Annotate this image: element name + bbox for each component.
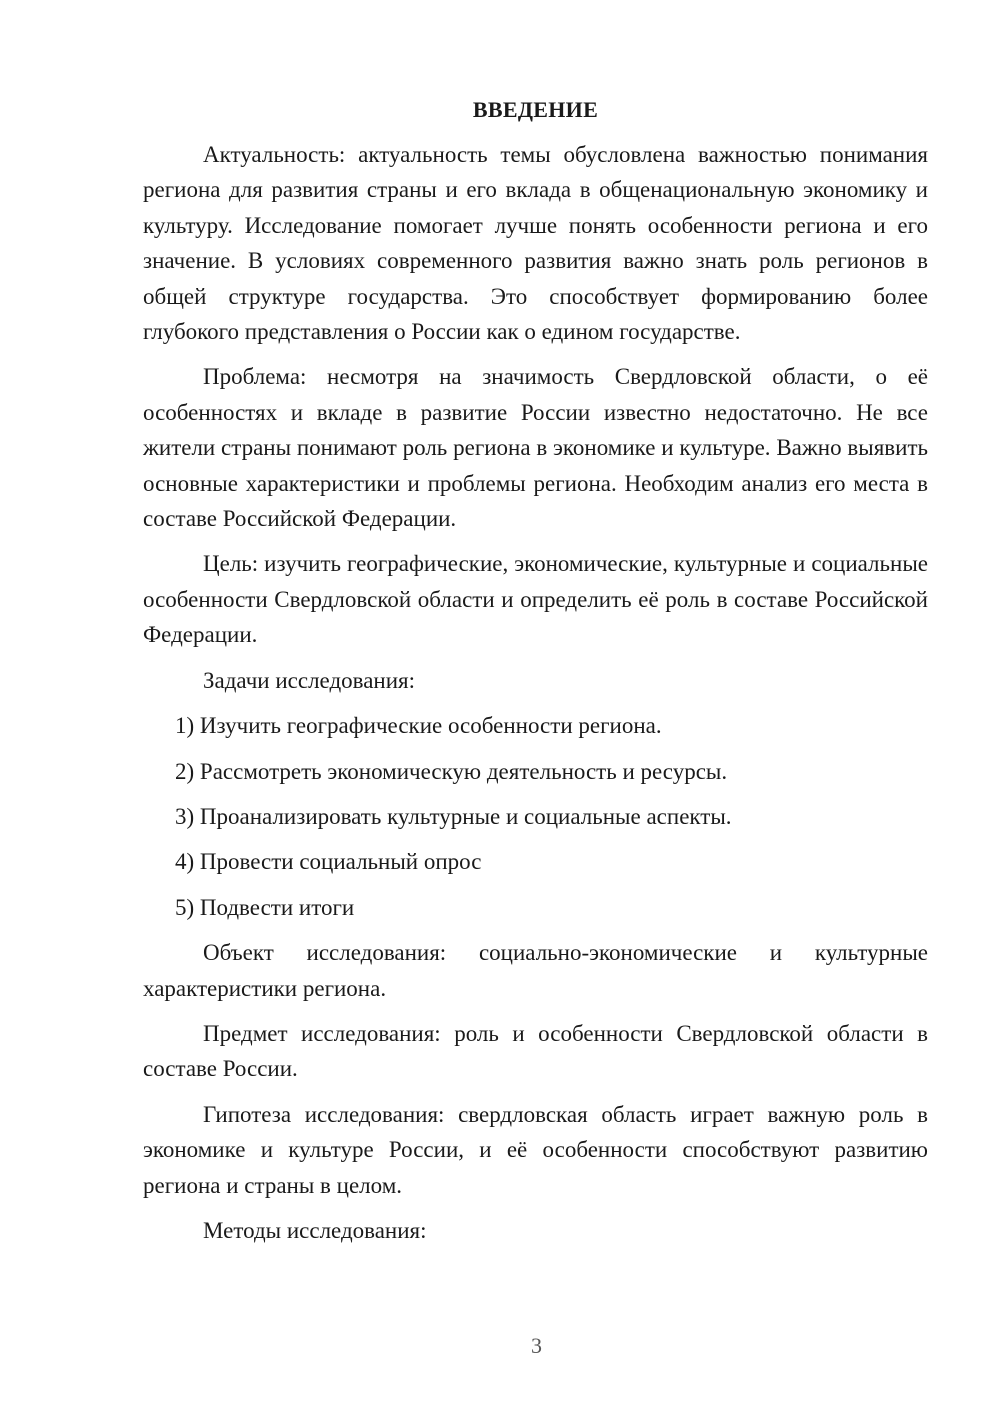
task-item: 3) Проанализировать культурные и социальные аспекты. [175,803,732,829]
task-item: 4) Провести социальный опрос [175,849,482,875]
goal-paragraph: Цель: изучить географические, экономические, культурные и социальные особенности Свердловской области и определить её роль в составе Российской Федерации. [143,551,928,648]
task-item: 1) Изучить географические особенности региона. [175,713,662,739]
methods-title: Методы исследования: [203,1217,427,1243]
page-title: ВВЕДЕНИЕ [472,97,599,122]
hypothesis-paragraph: Гипотеза исследования: свердловская область играет важную роль в экономике и культуре России, и её особенности способствуют развитию региона и страны в целом. [143,1101,928,1198]
subject-paragraph: Предмет исследования: роль и особенности Свердловской области в составе России. [143,1020,928,1082]
problem-paragraph: Проблема: несмотря на значимость Свердловской области, о её особенностях и вкладе в развитие России известно недостаточно. Не все жители страны понимают роль региона в экономике и культуре. Важно выявить основные характеристики и проблемы региона. Необходим анализ его места в составе Российской Федерации. [143,364,928,532]
page-number: 3 [531,1333,542,1358]
relevance-paragraph: Актуальность: актуальность темы обусловлена важностью понимания региона для развития страны и его вклада в общенациональную экономику и культуру. Исследование помогает лучше понять особенности региона и его значение. В условиях современного развития важно знать роль регионов в общей структуре государства. Это способствует формированию более глубокого представления о России как о едином государстве. [143,142,928,345]
task-item: 5) Подвести итоги [175,894,355,920]
task-item: 2) Рассмотреть экономическую деятельность и ресурсы. [175,758,728,784]
tasks-title: Задачи исследования: [203,667,416,693]
document-page [143,95,928,1258]
object-paragraph: Объект исследования: социально-экономические и культурные характеристики региона. [143,940,928,1001]
